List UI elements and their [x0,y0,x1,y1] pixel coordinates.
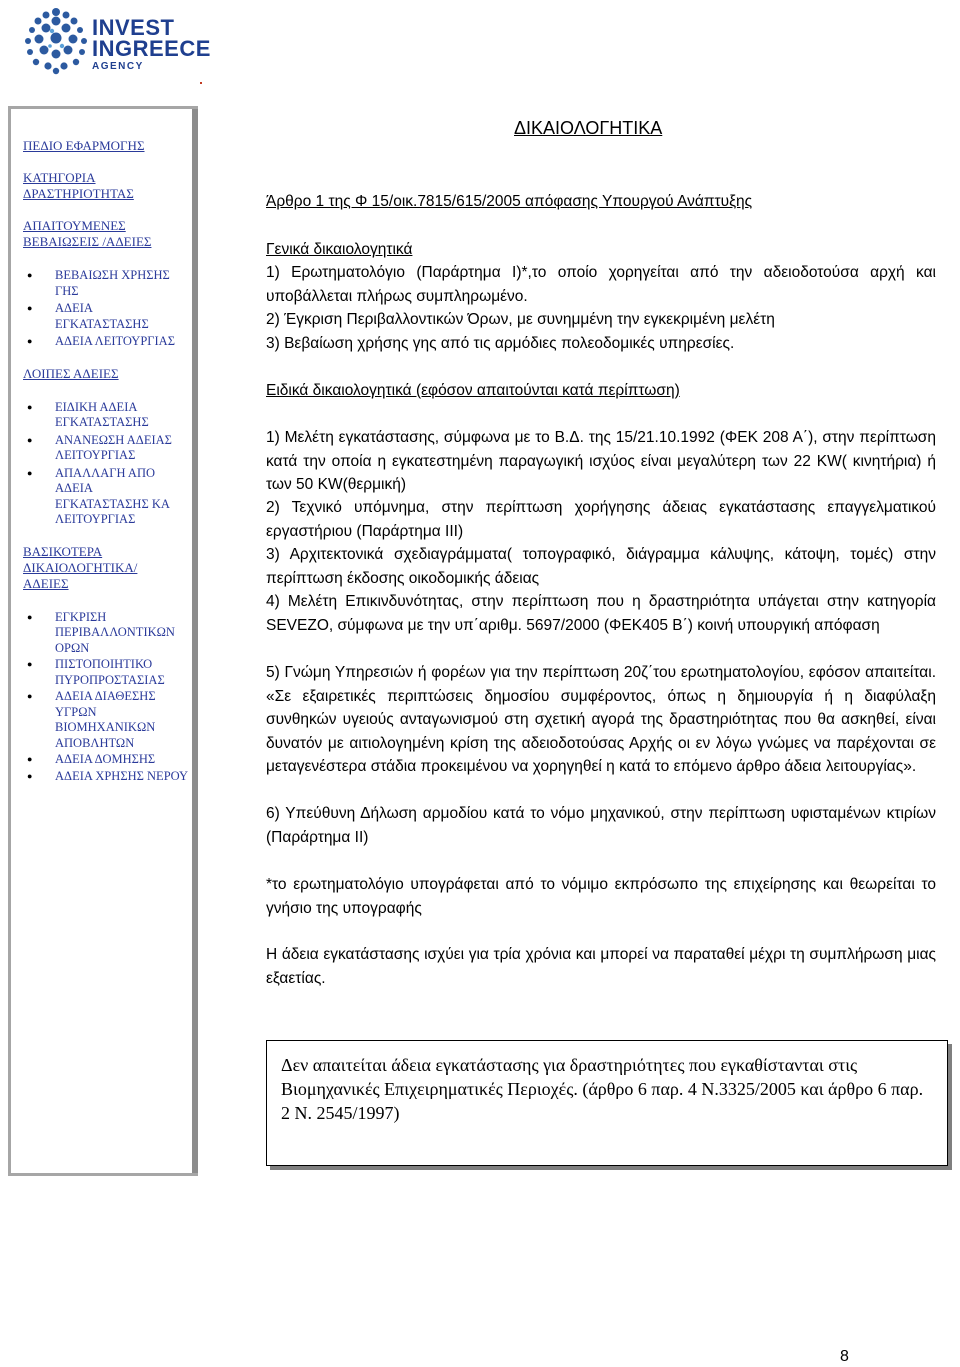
sidebar-item-special-permit[interactable] [23,400,195,431]
page-title: ΔΙΚΑΙΟΛΟΓΗΤΙΚΑ [514,118,663,138]
footnote: *το ερωτηματολόγιο υπογράφεται από το νόμιμο εκπρόσωπο της επιχείρησης και θεωρείται το γνήσιο της υπογραφής [266,876,936,917]
sidebar-item-text: ΕΓΚΑΤΑΣΤΑΣΗΣ [55,415,149,429]
sidebar-link-key-l1: ΒΑΣΙΚΟΤΕΡΑ [23,543,103,559]
sidebar-link-other-permits[interactable]: ΛΟΙΠΕΣ ΑΔΕΙΕΣ [23,365,119,381]
sidebar-item-text: ΟΡΩΝ [55,640,90,655]
sidebar-content [23,133,195,784]
sidebar-item-text: ΠΥΡΟΠΡΟΣΤΑΣΙΑΣ [55,672,165,687]
sidebar-link-category-l2: ΔΡΑΣΤΗΡΙΟΤΗΤΑΣ [23,186,134,201]
sidebar-item-text: ● ΑΔΕΙΑ ΔΙΑΘΕΣΗΣ [55,689,156,703]
special-item-4: 4) Μελέτη Επικινδυνότητας, στην περίπτωση που η δραστηριότητα υπάγεται στην κατηγορία SEVEZO, σύμφωνα με την υπ΄αριθμ. 5697/2000 (ΦΕΚ405 Β΄) κοινή υπουργική απόφαση [266,593,936,634]
sidebar-link-required-l2: ΒΕΒΑΙΩΣΕΙΣ /ΑΔΕΙΕΣ [23,234,152,249]
general-item-1: 1) Ερωτηματολόγιο (Παράρτημα Ι)*,το οποίο χορηγείται από την αδειοδοτούσα αρχή και υποβάλλεται πλήρως συμπληρωμένο. [266,264,936,305]
sidebar-item-installation-permit[interactable] [23,301,195,332]
sidebar-list-required [23,268,195,350]
sidebar-item-building-permit[interactable] [23,752,195,768]
validity-note: Η άδεια εγκατάστασης ισχύει για τρία χρόνια και μπορεί να παραταθεί μέχρι τη συμπλήρωση μιας εξαετίας. [266,946,936,987]
special-item-5: 5) Γνώμη Υπηρεσιών ή φορέων για την περίπτωση 20ζ΄του ερωτηματολογίου, εφόσον απαιτείται. «Σε εξαιρετικές περιπτώσεις δημοσίου συμφέροντος, όπως η δημιουργία ή η διαφύλαξη συνθηκών υγειούς ανταγωνισμού στη σχετική αγορά της δραστηριότητας που θα ασκηθεί, είναι δυνατόν με αιτιολογημένη κρίση της αδειοδοτούσας Αρχής οι εν λόγω γνώμες να παρέχονται σε μεταγενέστερα στάδια προκειμένου να χορηγηθεί η κατά το επόμενο άρθρο άδεια λειτουργίας». [266,664,936,775]
sidebar-navigation [8,106,198,1176]
sidebar-item-environmental-terms[interactable] [23,610,195,657]
globe-logo-icon [22,6,90,76]
industrial-areas-note: Δεν απαιτείται άδεια εγκατάστασης για δραστηριότητες που εγκαθίστανται στις Βιομηχανικές Επιχειρηματικές Περιοχές. (άρθρο 6 παρ. 4 Ν.3325/2005 και άρθρο 6 παρ. 2 Ν. 2545/1997) [266,1040,948,1166]
sidebar-item-text: ΛΕΙΤΟΥΡΓΙΑΣ [55,448,136,462]
sidebar-item-text: ● ΕΓΚΡΙΣΗ [55,609,107,624]
special-item-3: 3) Αρχιτεκτονικά σχεδιαγράμματα( τοπογραφικό, διάγραμμα κάλυψης, κάτοψη, τομές) στην περίπτωση έκδοσης οικοδομικής άδειας [266,546,936,587]
logo-line-3: AGENCY [92,61,144,72]
sidebar-link-key-l2: ΔΙΚΑΙΟΛΟΓΗΤΙΚΑ/ [23,559,138,575]
sidebar-item-waste-disposal[interactable] [23,689,195,751]
general-item-3: 3) Βεβαίωση χρήσης γης από τις αρμόδιες πολεοδομικές υπηρεσίες. [266,335,735,352]
sidebar-item-text: ● ΑΔΕΙΑ [55,301,93,315]
sidebar-item-exemption[interactable] [23,466,195,528]
sidebar-item-text: ΥΓΡΩΝ [55,704,97,719]
logo-wordmark [92,15,211,73]
sidebar-link-scope[interactable]: ΠΕΔΙΟ ΕΦΑΡΜΟΓΗΣ [23,138,145,153]
sidebar-item-text: ΒΙΟΜΗΧΑΝΙΚΩΝ [55,720,156,734]
sidebar-item-text: ΛΕΙΤΟΥΡΓΙΑΣ [55,512,136,526]
sidebar-link-key-documents[interactable] [23,544,195,592]
sidebar-item-land-use[interactable] [23,268,195,299]
sidebar-item-text: ● ΒΕΒΑΙΩΣΗ ΧΡΗΣΗΣ [55,268,170,282]
sidebar-item-fire-certificate[interactable] [23,657,195,688]
sidebar-link-required[interactable] [23,218,195,250]
sidebar-item-operation-permit[interactable] [23,334,195,350]
sidebar-list-other [23,400,195,528]
sidebar-item-text: ΠΕΡΙΒΑΛΛΟΝΤΙΚΩΝ [55,625,175,639]
sidebar-link-category-l1: ΚΑΤΗΓΟΡΙΑ [23,170,96,185]
sidebar-item-text: ΑΔΕΙΑ [55,481,93,495]
special-documents-title: Ειδικά δικαιολογητικά (εφόσον απαιτούνται κατά περίπτωση) [266,382,680,399]
sidebar-item-text: ● ΑΠΑΛΛΑΓΗ ΑΠΟ [55,465,156,480]
sidebar-list-key [23,610,195,785]
logo-line-2: INGREECE [92,36,211,61]
sidebar-link-required-l1: ΑΠΑΙΤΟΥΜΕΝΕΣ [23,218,126,233]
sidebar-item-renewal[interactable] [23,433,195,464]
sidebar-item-text: ● ΑΔΕΙΑ ΧΡΗΣΗΣ ΝΕΡΟΥ [55,768,189,783]
sidebar-link-key-l3: ΑΔΕΙΕΣ [23,575,69,591]
sidebar-item-text: ● ΠΙΣΤΟΠΟΙΗΤΙΚΟ [55,657,153,671]
sidebar-item-text: ΑΠΟΒΛΗΤΩΝ [55,735,135,750]
sidebar-item-text: ΕΓΚΑΤΑΣΤΑΣΗΣ [55,316,149,331]
special-item-1: 1) Μελέτη εγκατάστασης, σύμφωνα με το Β.Δ. της 15/21.10.1992 (ΦΕΚ 208 Α΄), στην περίπτωση κατά την οποία η εγκατεστημένη παραγωγική ισχύος είναι μεγαλύτερη των 22 KW( κινητήρια) ή των 50 KW(θερμική) [266,429,936,493]
invest-in-greece-logo [22,6,222,76]
sidebar-item-water-permit[interactable] [23,769,195,785]
sidebar-item-text: ● ΑΔΕΙΑ ΔΟΜΗΣΗΣ [55,752,156,766]
sidebar-item-text: ● ΑΔΕΙΑ ΛΕΙΤΟΥΡΓΙΑΣ [55,334,175,348]
article-reference: Άρθρο 1 της Φ 15/οικ.7815/615/2005 απόφασης Υπουργού Ανάπτυξης [266,193,753,210]
sidebar-item-text: ● ΕΙΔΙΚΗ ΑΔΕΙΑ [55,399,138,414]
sidebar-item-text: ΕΓΚΑΤΑΣΤΑΣΗΣ ΚΑ [55,496,170,511]
page-number: 8 [840,1348,849,1365]
sidebar-item-text: ● ΑΝΑΝΕΩΣΗ ΑΔΕΙΑΣ [55,432,172,447]
sidebar-link-category[interactable] [23,170,195,202]
general-documents-title: Γενικά δικαιολογητικά [266,241,413,258]
logo-dot [200,82,202,84]
logo-line-1: INVEST [92,15,175,40]
special-item-6: 6) Υπεύθυνη Δήλωση αρμοδίου κατά το νόμο μηχανικού, στην περίπτωση υφισταμένων κτιρίων (Παράρτημα ΙΙ) [266,805,936,846]
general-item-2: 2) Έγκριση Περιβαλλοντικών Όρων, με συνημμένη την εγκεκριμένη μελέτη [266,311,775,328]
special-item-2: 2) Τεχνικό υπόμνημα, στην περίπτωση χορήγησης άδειας εγκατάστασης επαγγελματικού εργαστήριου (Παράρτημα ΙΙΙ) [266,499,936,540]
sidebar-item-text: ΓΗΣ [55,283,79,298]
